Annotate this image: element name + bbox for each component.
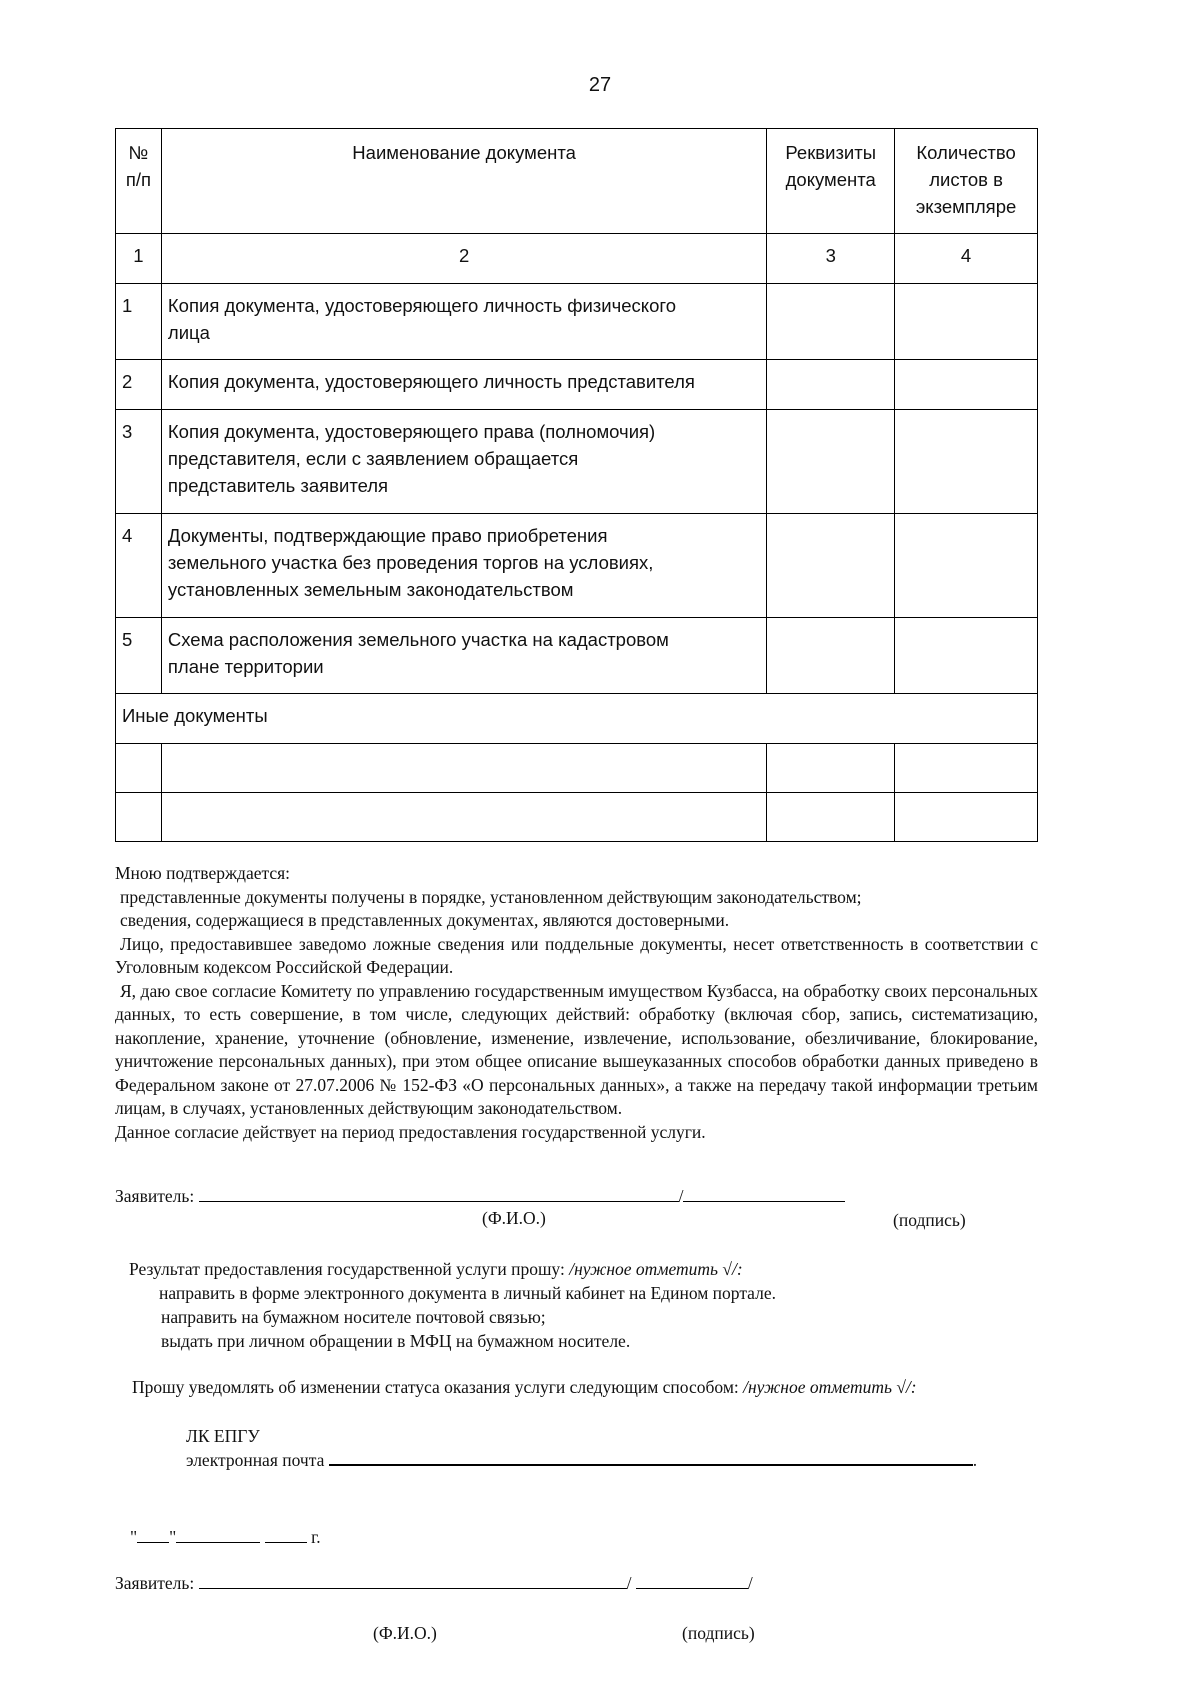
result-prompt-text: Результат предоставления государственной услуги прошу: [129, 1259, 565, 1279]
document-name-line: Схема расположения земельного участка на кадастровом [167, 629, 669, 650]
header-line: листов в [929, 169, 1003, 190]
result-option[interactable]: направить на бумажном носителе почтовой связью; [161, 1307, 546, 1327]
document-name-line: представителя, если с заявлением обращается [167, 448, 579, 469]
notify-prompt-text: Прошу уведомлять об изменении статуса оказания услуги следующим способом: [132, 1377, 739, 1397]
result-option[interactable]: выдать при личном обращении в МФЦ на бумажном носителе. [161, 1331, 631, 1351]
result-section [129, 1257, 776, 1353]
header-line: № [128, 142, 149, 163]
document-name [161, 618, 766, 694]
table-row [116, 618, 1038, 694]
applicant-signature-line-2 [115, 1573, 753, 1594]
header-line: документа [785, 169, 876, 190]
details-input-cell[interactable] [767, 284, 895, 360]
signature-field[interactable] [683, 1186, 845, 1202]
header-cell-details [767, 129, 895, 234]
column-number: 3 [767, 234, 895, 284]
blank-details-cell[interactable] [767, 793, 895, 842]
fio-caption-2: (Ф.И.О.) [373, 1623, 437, 1643]
document-name-line: Копия документа, удостоверяющего личность физического [167, 295, 676, 316]
header-line: Количество [916, 142, 1016, 163]
confirmation-intro: Мною подтверждается: [115, 863, 291, 883]
confirmation-item: представленные документы получены в порядке, установленном действующим законодательством; [120, 886, 862, 907]
signature-field[interactable] [636, 1573, 748, 1589]
column-numbers-row [116, 234, 1038, 284]
document-name [161, 284, 766, 360]
confirmation-section [115, 862, 1038, 1144]
document-name-line: лица [167, 322, 210, 343]
year-suffix: г. [311, 1527, 321, 1547]
separator: / [747, 1573, 753, 1593]
notify-prompt [132, 1375, 917, 1399]
confirmation-item: Лицо, предоставившее заведомо ложные сведения или поддельные документы, несет ответственность в соответствии с Уголовным кодексом Российской Федерации. [115, 933, 1038, 977]
blank-details-cell[interactable] [767, 744, 895, 793]
blank-row [116, 744, 1038, 793]
notify-option-email[interactable] [186, 1448, 977, 1472]
date-close-quote: " [169, 1527, 177, 1547]
documents-table [115, 128, 1038, 842]
result-hint: /нужное отметить √/: [569, 1259, 743, 1279]
document-name-line: Копия документа, удостоверяющего права (полномочия) [167, 421, 656, 442]
details-input-cell[interactable] [767, 514, 895, 618]
blank-row [116, 793, 1038, 842]
day-field[interactable] [137, 1527, 169, 1543]
email-field[interactable] [329, 1448, 973, 1466]
applicant-label: Заявитель: [115, 1186, 195, 1206]
fio-field[interactable] [199, 1573, 627, 1589]
row-number: 2 [116, 360, 162, 410]
document-name-line: Документы, подтверждающие право приобретения [167, 525, 608, 546]
blank-number-cell[interactable] [116, 793, 162, 842]
other-documents-label: Иные документы [116, 694, 1038, 744]
sheets-input-cell[interactable] [895, 514, 1038, 618]
notify-section [132, 1375, 917, 1399]
signature-caption: (подпись) [893, 1210, 966, 1230]
blank-sheets-cell[interactable] [895, 793, 1038, 842]
header-cell-sheets [895, 129, 1038, 234]
blank-name-cell[interactable] [161, 793, 766, 842]
table-row [116, 284, 1038, 360]
other-documents-row [116, 694, 1038, 744]
document-name-line: земельного участка без проведения торгов на условиях, [167, 552, 654, 573]
applicant-label: Заявитель: [115, 1573, 195, 1593]
email-label: электронная почта [186, 1450, 325, 1470]
document-name [161, 410, 766, 514]
date-open-quote: " [130, 1527, 138, 1547]
email-end: . [972, 1450, 978, 1470]
details-input-cell[interactable] [767, 618, 895, 694]
fio-caption: (Ф.И.О.) [482, 1208, 546, 1228]
consent-paragraph: Я, даю свое согласие Комитету по управлению государственным имуществом Кузбасса, на обработку своих персональных данных, то есть совершение, в том числе, следующих действий: обработку (включая сбор, запись, систематизацию, накопление, хранение, уточнение (обновление, изменение, извлечение, использование, обезличивание, блокирование, уничтожение персональных данных), при этом общее описание вышеуказанных способов обработки данных приведено в Федеральном законе от 27.07.2006 № 152-ФЗ «О персональных данных», а также на передачу такой информации третьим лицам, в случаях, установленных действующим законодательством. [115, 980, 1038, 1118]
sheets-input-cell[interactable] [895, 360, 1038, 410]
details-input-cell[interactable] [767, 360, 895, 410]
blank-number-cell[interactable] [116, 744, 162, 793]
sheets-input-cell[interactable] [895, 284, 1038, 360]
header-line: экземпляре [915, 196, 1017, 217]
notify-option-lk[interactable]: ЛК ЕПГУ [186, 1426, 260, 1446]
row-number: 5 [116, 618, 162, 694]
row-number: 1 [116, 284, 162, 360]
year-field[interactable] [265, 1527, 307, 1543]
details-input-cell[interactable] [767, 410, 895, 514]
header-cell-name [161, 129, 766, 234]
document-name [161, 360, 766, 410]
document-name-line: установленных земельным законодательством [167, 579, 574, 600]
consent-validity: Данное согласие действует на период предоставления государственной услуги. [115, 1121, 706, 1142]
table-row [116, 410, 1038, 514]
date-line [130, 1527, 321, 1548]
table-row [116, 514, 1038, 618]
row-number: 4 [116, 514, 162, 618]
result-prompt [129, 1257, 776, 1281]
notify-options [186, 1424, 977, 1472]
notify-hint: /нужное отметить √/: [743, 1377, 917, 1397]
sheets-input-cell[interactable] [895, 410, 1038, 514]
page-number: 27 [588, 74, 612, 96]
document-name-line: плане территории [167, 656, 324, 677]
separator: / [626, 1573, 632, 1593]
blank-sheets-cell[interactable] [895, 744, 1038, 793]
sheets-input-cell[interactable] [895, 618, 1038, 694]
separator: / [678, 1186, 684, 1206]
document-name [161, 514, 766, 618]
header-line: п/п [125, 169, 152, 190]
table-row [116, 360, 1038, 410]
column-number: 2 [161, 234, 766, 284]
result-option[interactable]: направить в форме электронного документа в личный кабинет на Едином портале. [159, 1283, 776, 1303]
table-header-row [116, 129, 1038, 234]
row-number: 3 [116, 410, 162, 514]
document-name-line: Копия документа, удостоверяющего личность представителя [167, 371, 695, 392]
header-cell-number [116, 129, 162, 234]
column-number: 1 [116, 234, 162, 284]
month-field[interactable] [176, 1527, 260, 1543]
signature-caption-2: (подпись) [682, 1623, 755, 1643]
column-number: 4 [895, 234, 1038, 284]
header-line: Наименование документа [352, 142, 576, 163]
fio-field[interactable] [199, 1186, 679, 1202]
applicant-signature-line [115, 1186, 845, 1207]
blank-name-cell[interactable] [161, 744, 766, 793]
header-line: Реквизиты [785, 142, 877, 163]
document-name-line: представитель заявителя [167, 475, 389, 496]
confirmation-item: сведения, содержащиеся в представленных документах, являются достоверными. [120, 910, 730, 930]
